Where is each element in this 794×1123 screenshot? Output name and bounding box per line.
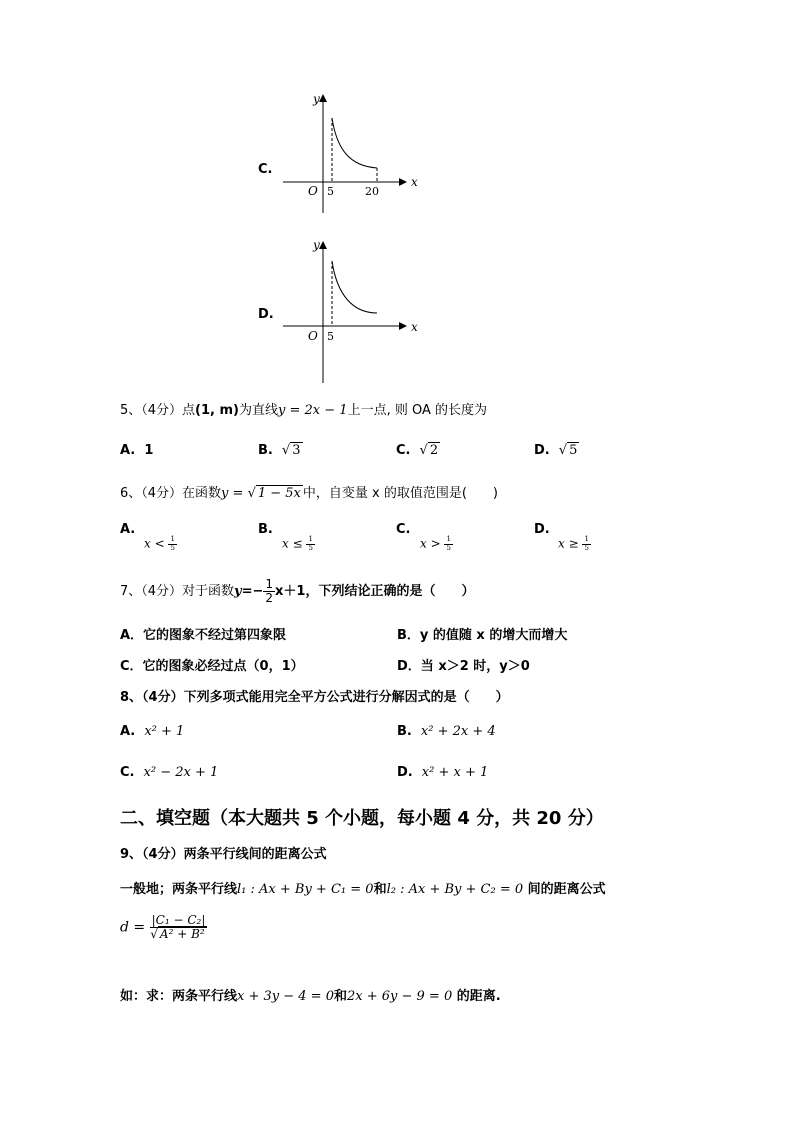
graph-d-x-label: x bbox=[411, 320, 418, 334]
q6-option-d-expr: x ≥ $\frac{1}{5}$ bbox=[558, 535, 589, 552]
graph-d-x-arrow bbox=[399, 322, 407, 330]
section-2-heading: 二、填空题（本大题共 5 个小题，每小题 4 分，共 20 分） bbox=[120, 808, 604, 829]
graph-d-y-arrow bbox=[319, 241, 327, 249]
q8-stem: 8、（4分）下列多项式能用完全平方公式进行分解因式的是（ ） bbox=[120, 690, 509, 705]
q6-option-a-label: A. bbox=[120, 522, 136, 537]
graph-c-curve bbox=[332, 118, 377, 168]
graph-d-origin: O bbox=[308, 329, 318, 343]
q6-option-b-label: B. bbox=[258, 522, 273, 537]
q6-option-d-label: D. bbox=[534, 522, 550, 537]
graph-d-curve bbox=[332, 261, 377, 313]
q7-option-d: D．当 x＞2 时，y＞0 bbox=[397, 659, 530, 674]
graph-d-y-label: y bbox=[313, 238, 320, 252]
q9-example: 如：求：两条平行线x + 3y − 4 = 0和2x + 6y − 9 = 0 的距离. bbox=[120, 989, 501, 1004]
q6-option-b-expr: x ≤ $\frac{1}{5}$ bbox=[282, 535, 313, 552]
q9-distance-formula: d = $\frac{\text{|C₁ − C₂|}}{\text{√ A² + B²}}$ bbox=[120, 913, 206, 942]
q6-option-c-label: C. bbox=[396, 522, 411, 537]
q5-stem: 5、（4分）点(1, m)为直线y = 2x − 1上一点, 则 OA 的长度为 bbox=[120, 403, 487, 418]
q5-option-c: C. √ 2 bbox=[396, 443, 439, 458]
q5-option-d: D. √ 5 bbox=[534, 443, 578, 458]
q8-option-d: D. x² + x + 1 bbox=[397, 765, 489, 780]
q5-option-b: B. √ 3 bbox=[258, 443, 301, 458]
q6-option-a-expr: x < $\frac{1}{5}$ bbox=[144, 535, 175, 552]
q7-stem: 7、（4分）对于函数y=− $\frac{1}{2}$ x＋1，下列结论正确的是（ ） bbox=[120, 577, 475, 606]
graph-c-y-label: y bbox=[313, 92, 320, 106]
graph-d bbox=[275, 235, 425, 385]
q7-option-a: A．它的图象不经过第四象限 bbox=[120, 628, 287, 643]
q7-option-c: C．它的图象必经过点（0，1） bbox=[120, 659, 304, 674]
q7-option-b: B．y 的值随 x 的增大而增大 bbox=[397, 628, 568, 643]
graph-c-label: C. bbox=[258, 162, 273, 177]
q5-option-a: A. 1 bbox=[120, 443, 154, 458]
graph-c-x-arrow bbox=[399, 178, 407, 186]
graph-c-x-label: x bbox=[411, 175, 418, 189]
graph-c-tick-20: 20 bbox=[365, 185, 379, 198]
graph-d-tick-5: 5 bbox=[327, 330, 334, 343]
graph-c-y-arrow bbox=[319, 94, 327, 102]
q8-option-a: A. x² + 1 bbox=[120, 724, 185, 739]
graph-c-tick-5: 5 bbox=[327, 185, 334, 198]
graph-c bbox=[275, 88, 425, 213]
q8-option-c: C. x² − 2x + 1 bbox=[120, 765, 219, 780]
q9-line1: 一般地；两条平行线l₁ : Ax + By + C₁ = 0和l₂ : Ax + By + C₂ = 0 间的距离公式 bbox=[120, 882, 606, 897]
graph-c-origin: O bbox=[308, 184, 318, 198]
q8-option-b: B. x² + 2x + 4 bbox=[397, 724, 496, 739]
graph-d-label: D. bbox=[258, 307, 274, 322]
q9-title: 9、（4分）两条平行线间的距离公式 bbox=[120, 847, 327, 862]
q6-option-c-expr: x > $\frac{1}{5}$ bbox=[420, 535, 451, 552]
q6-stem: 6、（4分）在函数y = √ 1 − 5x 中，自变量 x 的取值范围是( ) bbox=[120, 486, 498, 501]
